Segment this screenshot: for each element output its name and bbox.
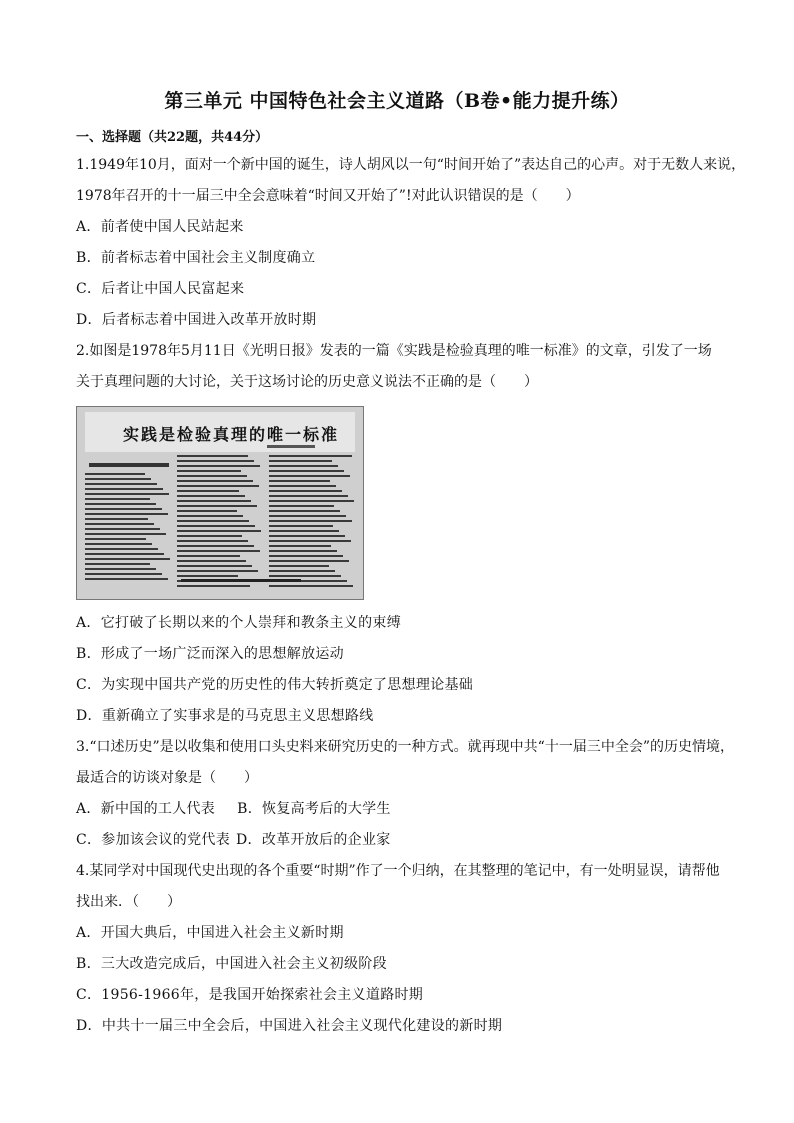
newspaper-text-line	[85, 573, 162, 575]
newspaper-text-line	[269, 585, 353, 587]
newspaper-text-line	[269, 485, 336, 487]
newspaper-text-line	[85, 528, 160, 530]
q3-option-c: C．参加该会议的党代表	[76, 832, 231, 848]
newspaper-text-line	[177, 475, 247, 477]
newspaper-text-line	[269, 555, 343, 557]
newspaper-text-line	[269, 520, 352, 522]
newspaper-text-line	[269, 510, 340, 512]
newspaper-text-line	[269, 460, 332, 462]
newspaper-text-line	[177, 500, 251, 502]
page-title: 第三单元 中国特色社会主义道路（B卷•能力提升练）	[164, 90, 630, 112]
newspaper-text-line	[85, 503, 156, 505]
newspaper-text-line	[269, 570, 335, 572]
q3-option-b: B．恢复高考后的大学生	[237, 801, 391, 817]
q1-stem-line-2: 1978年召开的十一届三中全会意味着“时间又开始了”!对此认识错误的是（ ）	[76, 188, 580, 204]
newspaper-text-line	[269, 545, 331, 547]
newspaper-text-line	[269, 540, 351, 542]
newspaper-text-line	[269, 535, 345, 537]
newspaper-text-line	[177, 505, 257, 507]
newspaper-text-line	[177, 465, 260, 467]
q1-stem-line-1: 1.1949年10月，面对一个新中国的诞生，诗人胡风以一句“时间开始了”表达自己的心声。对于无数人来说，	[76, 157, 746, 173]
q1-option-b: B．前者标志着中国社会主义制度确立	[76, 250, 316, 266]
q3-option-a: A．新中国的工人代表	[76, 801, 216, 817]
newspaper-text-line	[177, 555, 240, 557]
newspaper-text-line	[85, 553, 164, 555]
newspaper-column-1	[85, 473, 171, 583]
newspaper-text-line	[177, 585, 250, 587]
newspaper-text-line	[177, 525, 255, 527]
q2-option-b: B．形成了一场广泛而深入的思想解放运动	[76, 646, 344, 662]
newspaper-byline	[267, 445, 315, 448]
newspaper-image	[76, 406, 364, 600]
q3-options-row-2	[76, 831, 391, 849]
newspaper-text-line	[85, 483, 157, 485]
newspaper-text-line	[269, 490, 342, 492]
newspaper-text-line	[85, 518, 148, 520]
newspaper-text-line	[269, 465, 338, 467]
q1-option-a: A．前者使中国人民站起来	[76, 219, 244, 235]
newspaper-text-line	[177, 480, 253, 482]
newspaper-text-line	[177, 510, 237, 512]
section-heading: 一、选择题（共22题，共44分）	[76, 130, 269, 145]
q4-option-c: C．1956-1966年，是我国开始探索社会主义道路时期	[76, 987, 424, 1003]
newspaper-text-line	[177, 485, 259, 487]
newspaper-text-line	[85, 488, 163, 490]
newspaper-text-line	[177, 565, 252, 567]
newspaper-masthead	[85, 412, 355, 452]
newspaper-text-line	[177, 470, 241, 472]
newspaper-text-line	[269, 550, 337, 552]
newspaper-text-line	[269, 565, 329, 567]
newspaper-column-2	[177, 455, 263, 591]
q2-option-a: A．它打破了长期以来的个人崇拜和教条主义的束缚	[76, 615, 402, 631]
newspaper-text-line	[85, 558, 170, 560]
q3-stem-line-2: 最适合的访谈对象是（ ）	[76, 770, 258, 786]
newspaper-column-3	[269, 455, 355, 591]
newspaper-text-line	[269, 525, 333, 527]
newspaper-text-line	[269, 575, 341, 577]
newspaper-text-line	[177, 575, 238, 577]
newspaper-text-line	[269, 560, 349, 562]
newspaper-text-line	[85, 508, 162, 510]
q4-stem-line-1: 4.某同学对中国现代史出现的各个重要“时期”作了一个归纳，在其整理的笔记中，有一处明显误，请帮他	[76, 863, 720, 879]
newspaper-text-line	[177, 455, 248, 457]
newspaper-text-line	[85, 538, 146, 540]
newspaper-text-line	[85, 498, 150, 500]
q4-option-a: A．开国大典后，中国进入社会主义新时期	[76, 925, 344, 941]
newspaper-text-line	[85, 513, 168, 515]
q3-option-d: D．改革开放后的企业家	[236, 832, 391, 848]
newspaper-text-line	[269, 505, 334, 507]
q2-stem-line-2: 关于真理问题的大讨论，关于这场讨论的历史意义说法不正确的是（ ）	[76, 374, 538, 390]
newspaper-text-line	[177, 515, 243, 517]
newspaper-text-line	[85, 543, 152, 545]
newspaper-text-line	[269, 480, 330, 482]
q4-option-d: D．中共十一届三中全会后，中国进入社会主义现代化建设的新时期	[76, 1018, 503, 1034]
newspaper-text-line	[85, 523, 154, 525]
newspaper-text-line	[85, 473, 145, 475]
newspaper-text-line	[177, 520, 249, 522]
q3-options-row-1	[76, 800, 391, 818]
q1-option-d: D．后者标志着中国进入改革开放时期	[76, 312, 317, 328]
newspaper-text-line	[269, 515, 346, 517]
newspaper-text-line	[85, 493, 169, 495]
newspaper-headline: 实践是检验真理的唯一标准	[123, 425, 340, 444]
newspaper-text-line	[269, 495, 348, 497]
q2-option-c: C．为实现中国共产党的历史性的伟大转折奠定了思想理论基础	[76, 677, 474, 693]
newspaper-text-line	[269, 455, 352, 457]
newspaper-text-line	[177, 550, 260, 552]
q3-stem-line-1: 3.“口述历史”是以收集和使用口头史料来研究历史的一种方式。就再现中共“十一届三中全会”的历史情境，	[76, 739, 734, 755]
newspaper-subheading	[89, 463, 169, 467]
newspaper-text-line	[177, 495, 245, 497]
q1-option-c: C．后者让中国人民富起来	[76, 281, 245, 297]
newspaper-text-line	[269, 500, 354, 502]
newspaper-text-line	[177, 535, 242, 537]
newspaper-text-line	[85, 478, 151, 480]
newspaper-text-line	[85, 568, 156, 570]
q2-option-d: D．重新确立了实事求是的马克思主义思想路线	[76, 708, 374, 724]
newspaper-text-line	[177, 490, 239, 492]
newspaper-text-line	[177, 545, 254, 547]
q4-stem-line-2: 找出来．（ ）	[76, 894, 181, 910]
newspaper-text-line	[269, 530, 339, 532]
newspaper-text-line	[85, 533, 166, 535]
q2-stem-line-1: 2.如图是1978年5月11日《光明日报》发表的一篇《实践是检验真理的唯一标准》的文章，引发了一场	[76, 343, 712, 359]
newspaper-text-line	[177, 530, 261, 532]
newspaper-text-line	[177, 560, 246, 562]
newspaper-text-line	[269, 470, 344, 472]
newspaper-text-line	[269, 475, 350, 477]
newspaper-text-line	[177, 460, 254, 462]
newspaper-text-line	[177, 570, 258, 572]
newspaper-text-line	[177, 540, 248, 542]
newspaper-text-line	[85, 563, 150, 565]
newspaper-text-line	[85, 548, 158, 550]
newspaper-caption	[181, 579, 301, 582]
newspaper-text-line	[85, 578, 168, 580]
q4-option-b: B．三大改造完成后，中国进入社会主义初级阶段	[76, 956, 387, 972]
